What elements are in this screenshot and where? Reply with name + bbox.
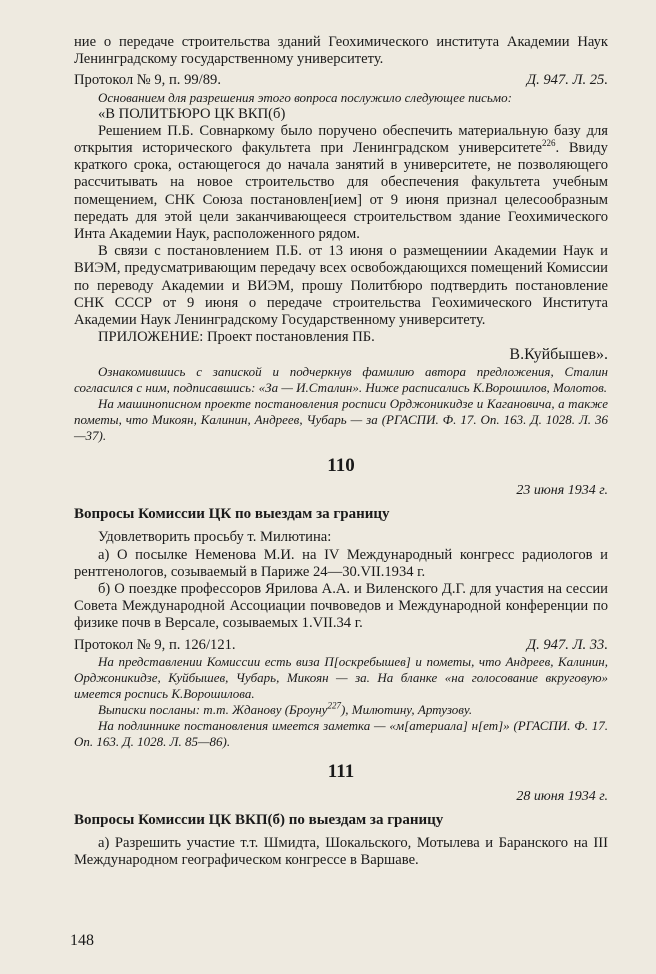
paragraph: ПРИЛОЖЕНИЕ: Проект постановления ПБ. — [98, 329, 375, 346]
archive-reference: Д. 947. Л. 25. — [526, 72, 608, 89]
page-number: 148 — [70, 932, 94, 949]
archive-reference: Д. 947. Л. 33. — [526, 636, 608, 653]
editorial-note: На представлении Комиссии есть виза П[оскребышев] и пометы, что Андреев, Калинин, Орджоникидзе, Куйбышев, Чубарь, Микоян — за. На бланке «на голосование вкруговую» имеется роспись К.Ворошилова. — [74, 653, 608, 701]
protocol-reference-line — [74, 72, 608, 89]
document-date: 28 июня 1934 г. — [516, 788, 608, 804]
document-heading: Вопросы Комиссии ЦК по выездам за границу — [74, 506, 390, 523]
editorial-note: Основанием для разрешения этого вопроса послужило следующее письмо: — [98, 89, 512, 105]
paragraph — [74, 123, 608, 243]
signature: В.Куйбышев». — [509, 346, 608, 364]
footnote-marker: 227 — [327, 700, 341, 711]
paragraph: ние о передаче строительства зданий Геохимического института Академии Наук Ленинградскому государственному университету. — [74, 34, 608, 68]
document-heading: Вопросы Комиссии ЦК ВКП(б) по выездам за границу — [74, 811, 444, 828]
protocol-number: Протокол № 9, п. 126/121. — [74, 636, 236, 653]
text-segment: Выписки посланы: т.т. Жданову (Броуну — [98, 701, 328, 717]
paragraph: «В ПОЛИТБЮРО ЦК ВКП(б) — [98, 105, 286, 122]
editorial-note: На подлиннике постановления имеется заметка — «м[атериала] н[ет]» (РГАСПИ. Ф. 17. Оп. 163. Д. 1028. Л. 85—86). — [74, 717, 608, 749]
editorial-note — [74, 702, 608, 718]
document-date: 23 июня 1934 г. — [516, 483, 608, 499]
protocol-reference-line — [74, 637, 608, 654]
page-content — [74, 34, 608, 869]
editorial-note: Ознакомившись с запиской и подчеркнув фамилию автора предложения, Сталин согласился с ним, подписавшись: «За — И.Сталин». Ниже расписались К.Ворошилов, Молотов. — [74, 364, 608, 396]
footnote-marker: 226 — [542, 138, 556, 149]
paragraph: В связи с постановлением П.Б. от 13 июня о размещениии Академии Наук и ВИЭМ, предусматривающим передачу всех освобождающихся помещений Комиссии по переводу Академии и ВИЭМ, прошу Политбюро подтвердить постановление СНК СССР от 9 июня о передаче строительства Геохимического Института Академии Наук Ленинградскому Государственному университету. — [74, 243, 608, 329]
paragraph: Удовлетворить просьбу т. Милютина: — [98, 529, 332, 546]
document-number: 111 — [327, 760, 355, 782]
paragraph: а) О посылке Неменова М.И. на IV Международный конгресс радиологов и рентгенологов, созываемый в Париже 24—30.VII.1934 г. — [74, 546, 608, 580]
text-segment: ), Милютину, Артузову. — [340, 701, 473, 717]
paragraph: б) О поездке профессоров Ярилова А.А. и Виленского Д.Г. для участия на сессии Совета Международной Ассоциации почвоведов и Международной конференции по физике почв в Версале, созываемых 1.VII.34 г. — [74, 581, 608, 632]
paragraph: а) Разрешить участие т.т. Шмидта, Шокальского, Мотылева и Баранского на III Международном географическом конгрессе в Варшаве. — [74, 834, 608, 869]
text-segment: . Ввиду краткого срока, остающегося до начала занятий в университете, не позволяющего рассчитывать на новое строительство для обеспечения факультета учебным помещением, СНК Союза постановлен[ием] от 9 июня признал целесообразным передать для этой цели заканчивающееся строительством здание Геохимического Инта Академии Наук, расположенного рядом. — [74, 140, 608, 243]
editorial-note: На машинописном проекте постановления росписи Орджоникидзе и Кагановича, а также пометы, что Микоян, Калинин, Андреев, Чубарь — за (РГАСПИ. Ф. 17. Оп. 163. Д. 1028. Л. 36—37). — [74, 396, 608, 444]
text-segment: Решением П.Б. Совнаркому было поручено обеспечить материальную базу для открытия исторического факультета при Ленинградском университете — [74, 122, 608, 157]
document-number: 110 — [327, 455, 355, 477]
protocol-number: Протокол № 9, п. 99/89. — [74, 72, 221, 89]
